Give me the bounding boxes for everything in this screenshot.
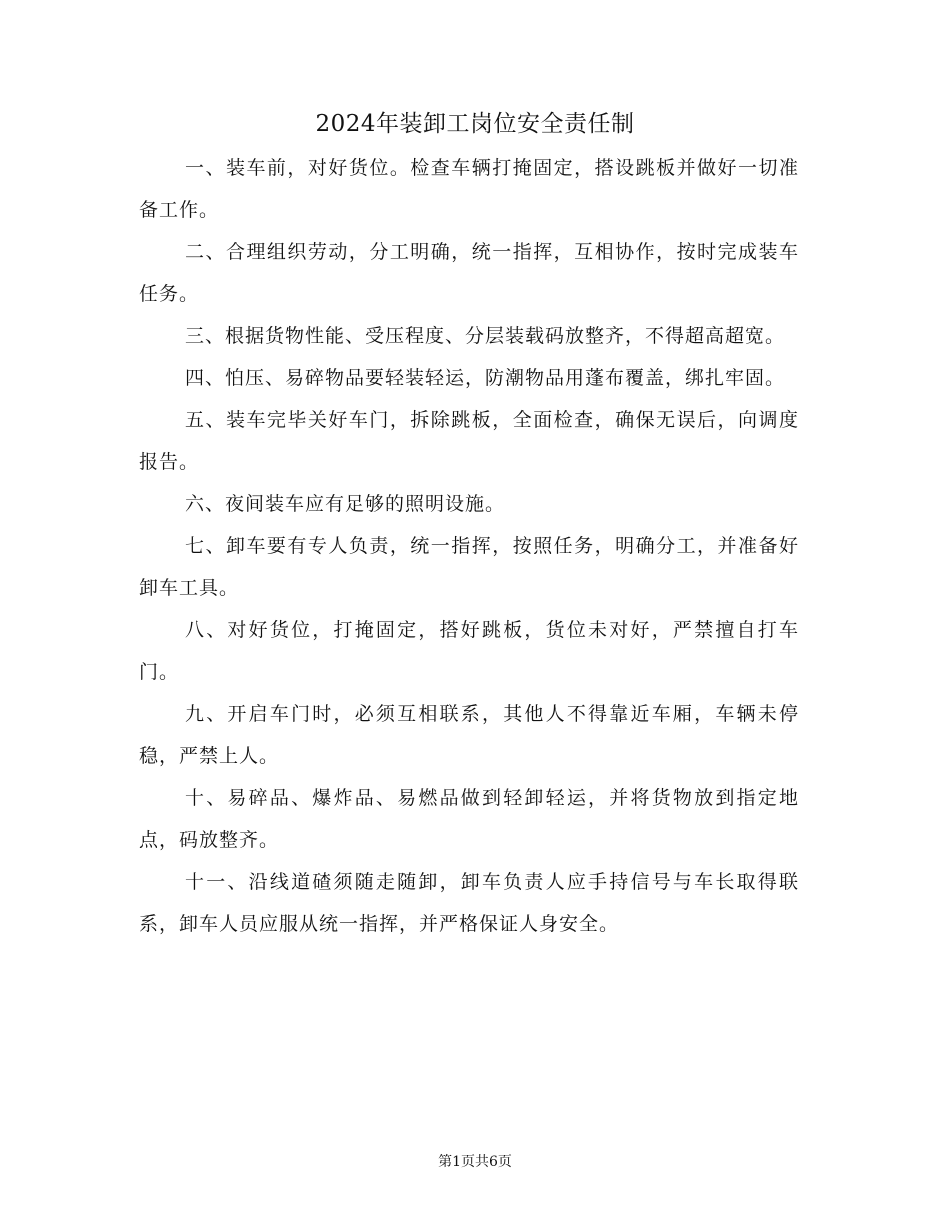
paragraph-9: 九、开启车门时，必须互相联系，其他人不得靠近车厢，车辆未停稳，严禁上人。 [139,703,799,767]
paragraph-1: 一、装车前，对好货位。检查车辆打掩固定，搭设跳板并做好一切准备工作。 [139,157,799,221]
paragraph-8: 八、对好货位，打掩固定，搭好跳板，货位未对好，严禁擅自打车门。 [139,619,799,683]
paragraph-7: 七、卸车要有专人负责，统一指挥，按照任务，明确分工，并准备好卸车工具。 [139,535,799,599]
paragraph-5: 五、装车完毕关好车门，拆除跳板，全面检查，确保无误后，向调度报告。 [139,409,799,473]
document-body [139,147,799,945]
paragraph-6: 六、夜间装车应有足够的照明设施。 [185,493,506,515]
paragraph-10: 十、易碎品、爆炸品、易燃品做到轻卸轻运，并将货物放到指定地点，码放整齐。 [139,787,799,851]
page-footer: 第1页共6页 [438,1154,512,1170]
paragraph-11: 十一、沿线道碴须随走随卸，卸车负责人应手持信号与车长取得联系，卸车人员应服从统一指挥，并严格保证人身安全。 [139,871,799,935]
paragraph-3: 三、根据货物性能、受压程度、分层装载码放整齐，不得超高超宽。 [185,325,786,347]
document-title: 2024年装卸工岗位安全责任制 [315,111,635,137]
paragraph-4: 四、怕压、易碎物品要轻装轻运，防潮物品用蓬布覆盖，绑扎牢固。 [185,367,786,389]
paragraph-2: 二、合理组织劳动，分工明确，统一指挥，互相协作，按时完成装车任务。 [139,241,799,305]
